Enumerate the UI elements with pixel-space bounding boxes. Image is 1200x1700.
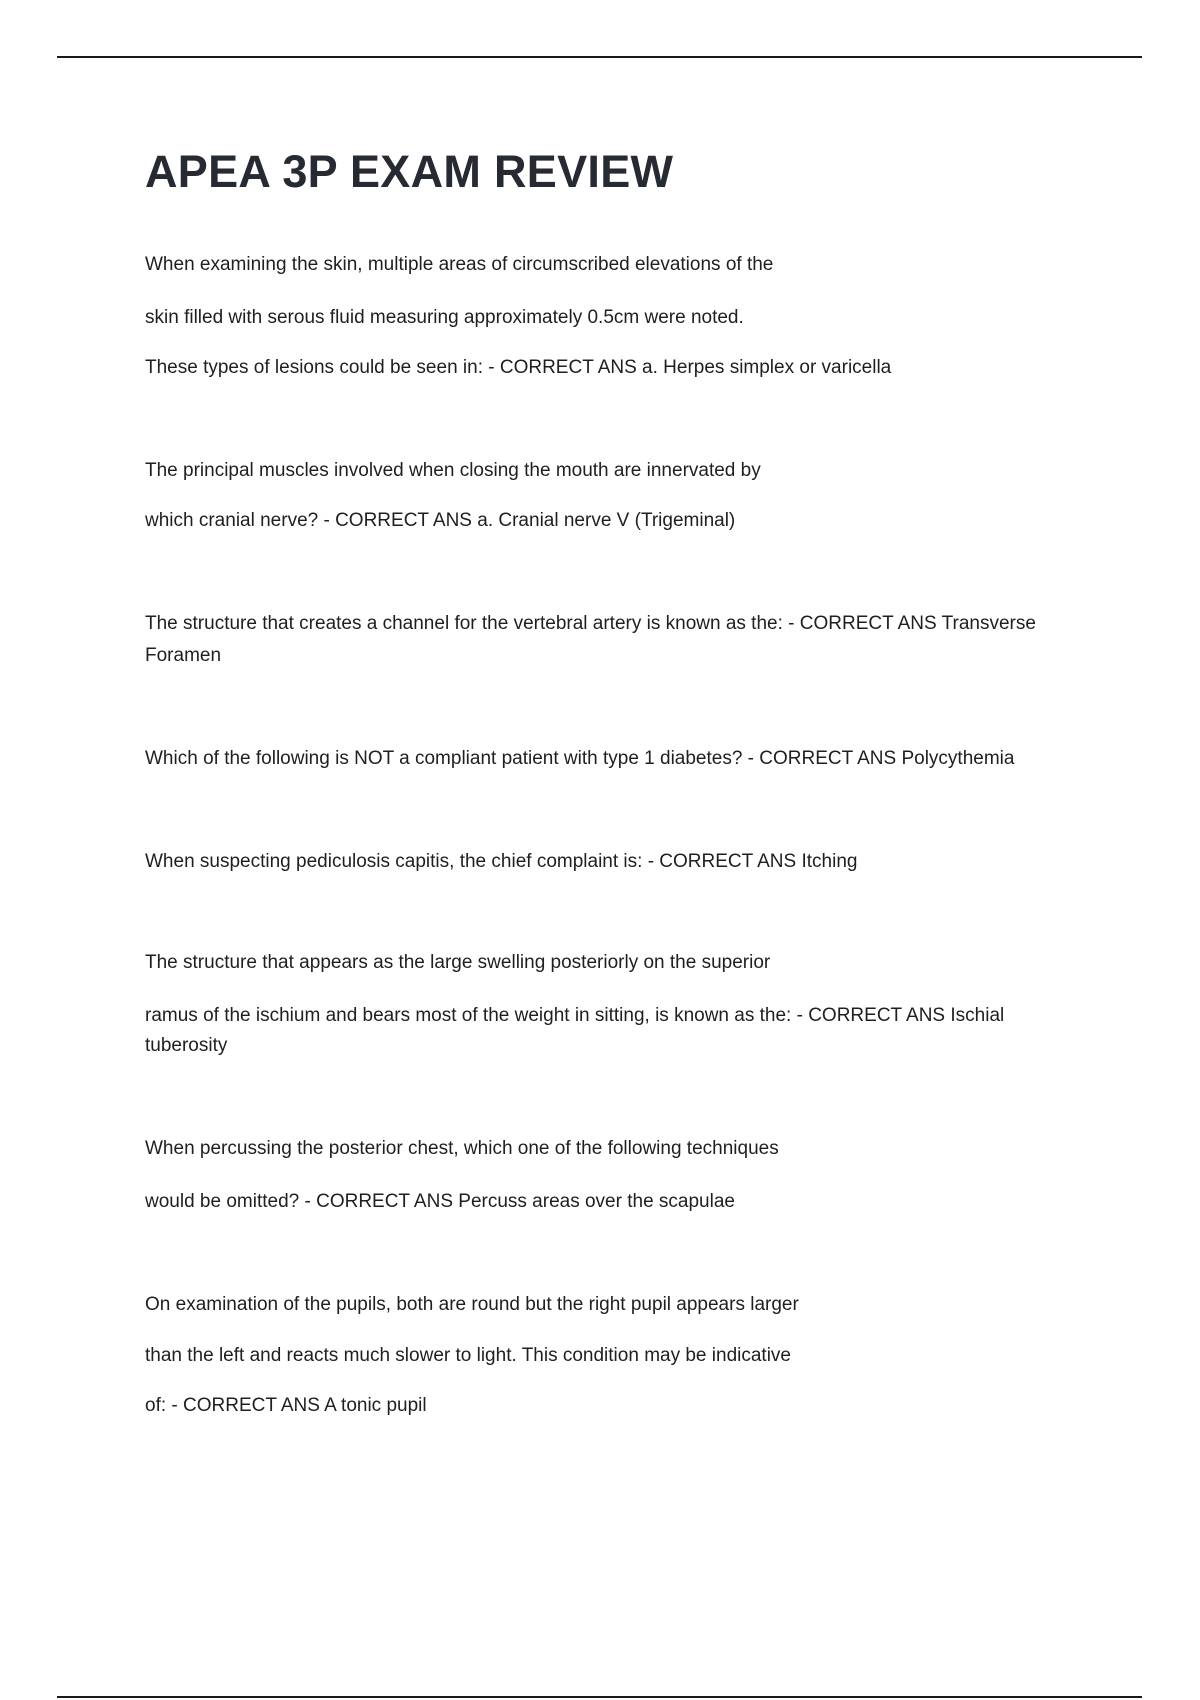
question-text-line: The structure that appears as the large swelling posteriorly on the superior <box>145 952 771 973</box>
question-text-line: When examining the skin, multiple areas of circumscribed elevations of the <box>145 254 774 275</box>
question-text-line: When percussing the posterior chest, which one of the following techniques <box>145 1138 779 1159</box>
question-answer-line: Foramen <box>145 645 222 666</box>
question-answer-line: ramus of the ischium and bears most of the weight in sitting, is known as the: - CORRECT ANS Ischial <box>145 1005 1005 1026</box>
question-text-line: than the left and reacts much slower to light. This condition may be indicative <box>145 1345 791 1366</box>
question-answer-line: which cranial nerve? - CORRECT ANS a. Cranial nerve V (Trigeminal) <box>145 510 736 531</box>
question-text-line: skin filled with serous fluid measuring approximately 0.5cm were noted. <box>145 307 744 328</box>
question-answer-line: of: - CORRECT ANS A tonic pupil <box>145 1395 427 1416</box>
question-answer-line: Which of the following is NOT a compliant patient with type 1 diabetes? - CORRECT ANS Polycythemia <box>145 748 1015 769</box>
question-answer-line: tuberosity <box>145 1035 228 1056</box>
question-answer-line: When suspecting pediculosis capitis, the chief complaint is: - CORRECT ANS Itching <box>145 851 858 872</box>
page-title: APEA 3P EXAM REVIEW <box>145 146 674 197</box>
question-text-line: On examination of the pupils, both are round but the right pupil appears larger <box>145 1294 799 1315</box>
header-divider <box>57 56 1142 58</box>
question-answer-line: would be omitted? - CORRECT ANS Percuss areas over the scapulae <box>145 1191 735 1212</box>
question-answer-line: The structure that creates a channel for the vertebral artery is known as the: - CORRECT ANS Transverse <box>145 613 1036 634</box>
question-text-line: The principal muscles involved when closing the mouth are innervated by <box>145 460 761 481</box>
question-answer-line: These types of lesions could be seen in: - CORRECT ANS a. Herpes simplex or varicella <box>145 357 892 378</box>
footer-divider <box>57 1696 1142 1698</box>
